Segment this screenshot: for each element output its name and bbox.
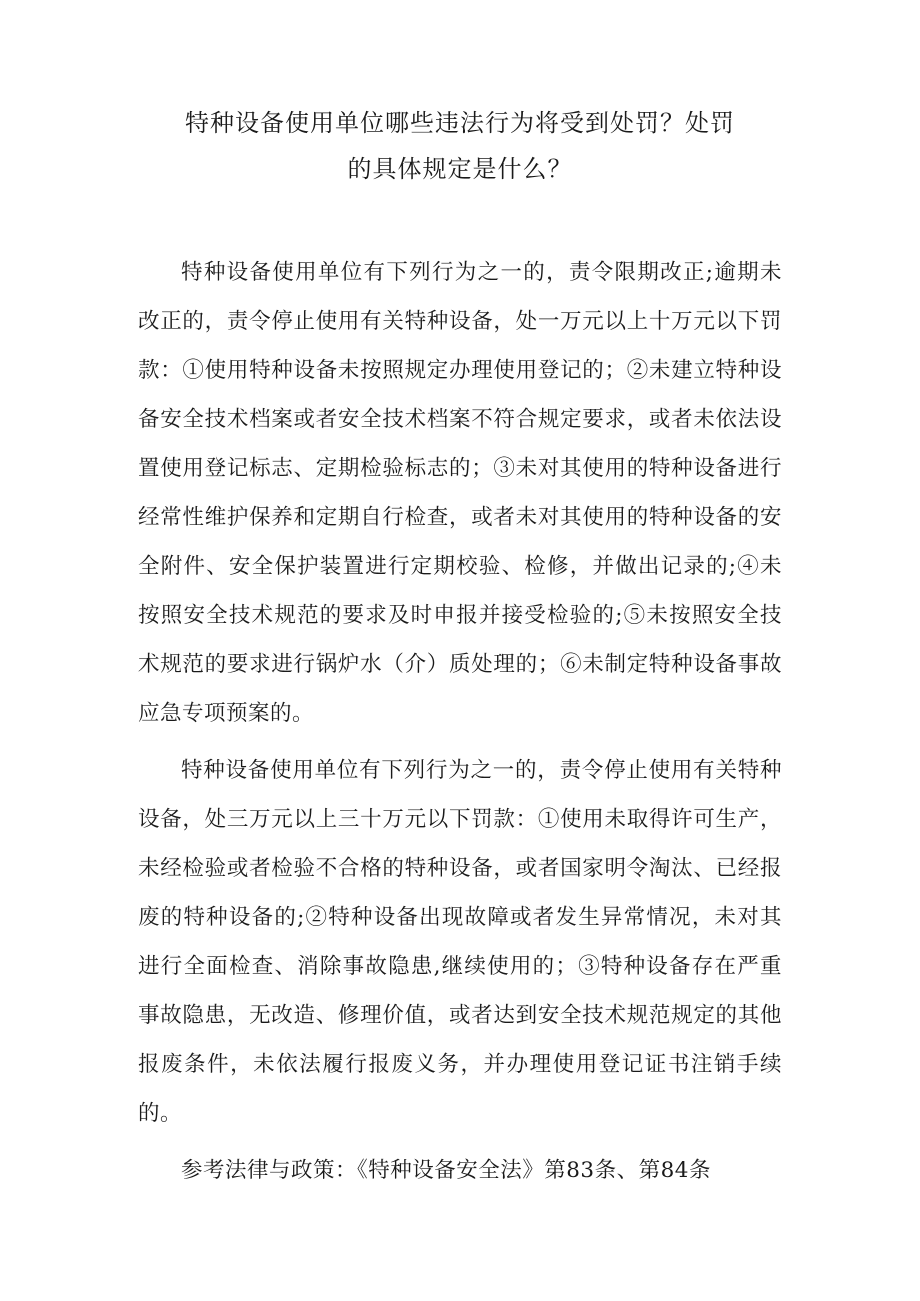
paragraph-1: 特种设备使用单位有下列行为之一的，责令限期改正;逾期未改正的，责令停止使用有关特种设备，处一万元以上十万元以下罚款：①使用特种设备未按照规定办理使用登记的；②未建立特种设备安全技术档案或者安全技术档案不符合规定要求，或者未依法设置使用登记标志、定期检验标志的；③未对其使用的特种设备进行经常性维护保养和定期自行检查，或者未对其使用的特种设备的安全附件、安全保护装置进行定期校验、检修，并做出记录的;④未按照安全技术规范的要求及时申报并接受检验的;⑤未按照安全技术规范的要求进行锅炉水（介）质处理的；⑥未制定特种设备事故应急专项预案的。	[138, 260, 782, 726]
paragraph-2: 特种设备使用单位有下列行为之一的，责令停止使用有关特种设备，处三万元以上三十万元以下罚款：①使用未取得许可生产，未经检验或者检验不合格的特种设备，或者国家明令淘汰、已经报废的特种设备的;②特种设备出现故障或者发生异常情况，未对其进行全面检查、消除事故隐患,继续使用的；③特种设备存在严重事故隐患，无改造、修理价值，或者达到安全技术规范规定的其他报废条件，未依法履行报废义务，并办理使用登记证书注销手续的。	[138, 758, 782, 1126]
document-title	[138, 100, 782, 192]
document-body	[138, 248, 782, 1195]
reference-note: 参考法律与政策：《特种设备安全法》第83条、第84条	[181, 1158, 711, 1183]
title-line-1: 特种设备使用单位哪些违法行为将受到处罚？处罚	[185, 109, 735, 137]
title-line-2: 的具体规定是什么？	[347, 155, 573, 183]
